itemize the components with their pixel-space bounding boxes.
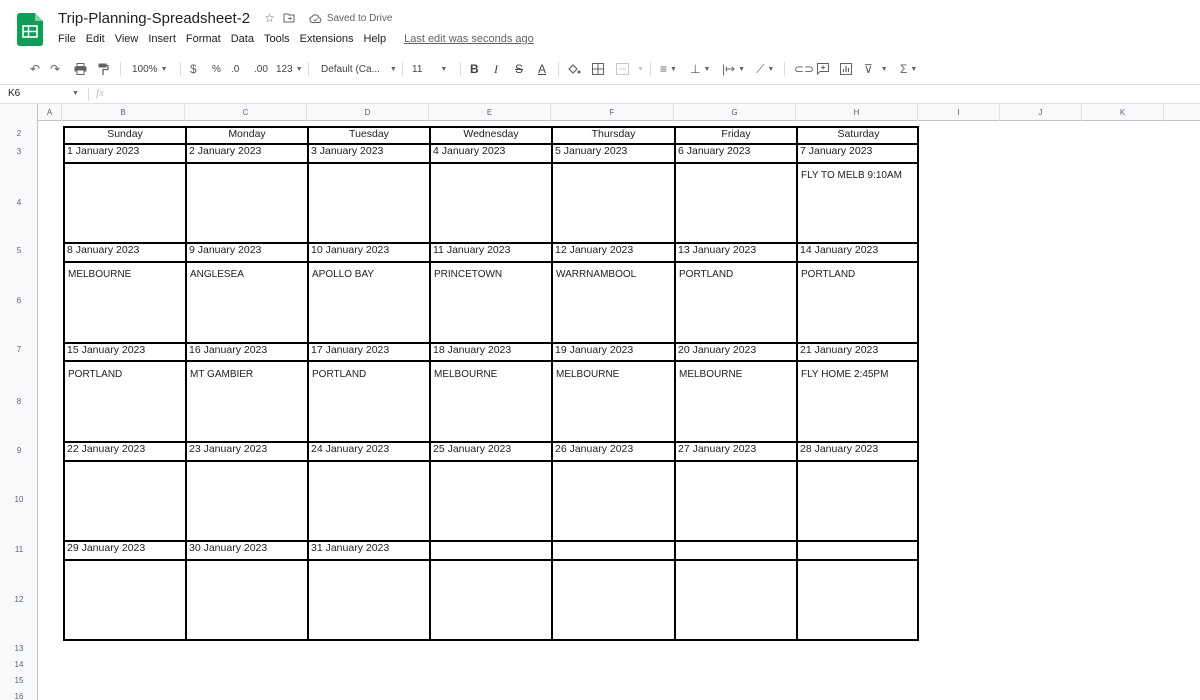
- text-wrapping-icon[interactable]: |↦ ▼: [722, 62, 746, 76]
- column-headers: [0, 104, 1200, 121]
- day-header-saturday[interactable]: Saturday: [837, 128, 880, 140]
- date-cell[interactable]: 23 January 2023: [189, 443, 268, 455]
- row-header-8[interactable]: 8: [16, 397, 22, 406]
- column-header-d[interactable]: D: [307, 104, 429, 121]
- destination-cell[interactable]: PRINCETOWN: [434, 269, 503, 280]
- menu-view[interactable]: View: [114, 33, 139, 45]
- destination-cell[interactable]: FLY HOME 2:45PM: [801, 369, 889, 380]
- font-size-value: 11: [412, 63, 423, 75]
- bold-button[interactable]: B: [470, 62, 479, 76]
- cloud-done-icon: [309, 14, 322, 23]
- chevron-down-icon: ▼: [440, 65, 448, 73]
- row-header-16[interactable]: 16: [14, 692, 24, 700]
- date-cell[interactable]: 20 January 2023: [678, 344, 757, 356]
- chevron-down-icon: ▼: [767, 65, 775, 73]
- chevron-down-icon: ▼: [880, 65, 888, 73]
- toolbar-divider: [180, 62, 181, 76]
- name-box[interactable]: K6: [8, 88, 21, 99]
- date-cell[interactable]: 13 January 2023: [678, 244, 757, 256]
- column-border: [185, 128, 187, 639]
- font-select[interactable]: [321, 56, 397, 82]
- date-cell[interactable]: 14 January 2023: [800, 244, 879, 256]
- date-cell[interactable]: 24 January 2023: [311, 443, 390, 455]
- date-cell[interactable]: 27 January 2023: [678, 443, 757, 455]
- chevron-down-icon: ▼: [160, 65, 168, 73]
- font-label: Default (Ca...: [321, 63, 380, 75]
- destination-cell[interactable]: ANGLESEA: [190, 269, 244, 280]
- column-header-h[interactable]: H: [796, 104, 918, 121]
- row-border: [65, 360, 917, 362]
- column-header-b[interactable]: B: [62, 104, 185, 121]
- row-header-13[interactable]: 13: [14, 644, 24, 653]
- strikethrough-button[interactable]: S: [515, 62, 524, 76]
- menu-data[interactable]: Data: [230, 33, 254, 45]
- font-size-select[interactable]: [412, 56, 447, 82]
- row-header-7[interactable]: 7: [16, 345, 22, 354]
- chevron-down-icon: ▼: [910, 65, 918, 73]
- paint-format-icon[interactable]: [98, 56, 109, 82]
- toolbar-divider: [460, 62, 461, 76]
- date-cell[interactable]: 16 January 2023: [189, 344, 268, 356]
- zoom-select[interactable]: [132, 56, 168, 82]
- date-cell[interactable]: 7 January 2023: [800, 145, 873, 157]
- destination-cell[interactable]: MELBOURNE: [68, 269, 132, 280]
- date-cell[interactable]: 4 January 2023: [433, 145, 506, 157]
- date-cell[interactable]: 9 January 2023: [189, 244, 262, 256]
- day-header-friday[interactable]: Friday: [721, 128, 751, 140]
- menu-edit[interactable]: Edit: [85, 33, 105, 45]
- destination-cell[interactable]: PORTLAND: [679, 269, 734, 280]
- number-format-label: 123: [276, 63, 293, 75]
- row-header-4[interactable]: 4: [16, 198, 22, 207]
- number-format-select[interactable]: [276, 56, 303, 82]
- insert-chart-icon[interactable]: [840, 56, 852, 82]
- fill-color-icon[interactable]: [567, 56, 581, 82]
- toolbar-divider: [120, 62, 121, 76]
- vertical-align-icon[interactable]: ⊥ ▼: [690, 62, 711, 76]
- insert-link-icon[interactable]: ⊂⊃: [794, 62, 815, 76]
- destination-cell[interactable]: FLY TO MELB 9:10AM: [801, 170, 902, 181]
- toolbar-divider: [650, 62, 651, 76]
- redo-icon[interactable]: ↷: [50, 62, 61, 76]
- date-cell[interactable]: 6 January 2023: [678, 145, 751, 157]
- menu-help[interactable]: Help: [363, 33, 387, 45]
- destination-cell[interactable]: PORTLAND: [68, 369, 123, 380]
- date-cell[interactable]: 25 January 2023: [433, 443, 512, 455]
- row-border: [65, 261, 917, 263]
- toolbar-divider: [402, 62, 403, 76]
- destination-cell[interactable]: MELBOURNE: [556, 369, 620, 380]
- date-cell[interactable]: 18 January 2023: [433, 344, 512, 356]
- formula-divider: [88, 88, 89, 101]
- date-cell[interactable]: 30 January 2023: [189, 542, 268, 554]
- column-header-k[interactable]: K: [1082, 104, 1164, 121]
- print-icon[interactable]: [74, 56, 87, 82]
- menu-extensions[interactable]: Extensions: [299, 33, 354, 45]
- date-cell[interactable]: 31 January 2023: [311, 542, 390, 554]
- date-cell[interactable]: 3 January 2023: [311, 145, 384, 157]
- column-border: [551, 128, 553, 639]
- saved-status-label: Saved to Drive: [326, 12, 393, 24]
- row-header-3[interactable]: 3: [16, 147, 22, 156]
- row-header-2[interactable]: 2: [16, 129, 22, 138]
- destination-cell[interactable]: WARRNAMBOOL: [556, 269, 637, 280]
- date-cell[interactable]: 21 January 2023: [800, 344, 879, 356]
- date-cell[interactable]: 12 January 2023: [555, 244, 634, 256]
- document-title[interactable]: Trip-Planning-Spreadsheet-2: [58, 9, 251, 27]
- day-header-tuesday[interactable]: Tuesday: [349, 128, 389, 140]
- insert-comment-icon[interactable]: [817, 56, 829, 82]
- decrease-decimal-button[interactable]: .0: [231, 63, 240, 75]
- row-border: [65, 460, 917, 462]
- sheets-logo-icon[interactable]: [17, 13, 43, 46]
- day-header-thursday[interactable]: Thursday: [591, 128, 636, 140]
- menu-format[interactable]: Format: [185, 33, 221, 45]
- column-border: [307, 128, 309, 639]
- row-header-12[interactable]: 12: [14, 595, 24, 604]
- saved-status[interactable]: [309, 13, 393, 24]
- date-cell[interactable]: 17 January 2023: [311, 344, 390, 356]
- destination-cell[interactable]: APOLLO BAY: [312, 269, 375, 280]
- destination-cell[interactable]: PORTLAND: [312, 369, 367, 380]
- currency-button[interactable]: $: [190, 62, 197, 76]
- functions-icon[interactable]: Σ ▼: [900, 62, 918, 76]
- row-header-14[interactable]: 14: [14, 660, 24, 669]
- day-header-sunday[interactable]: Sunday: [107, 128, 143, 140]
- row-header-10[interactable]: 10: [14, 495, 24, 504]
- date-cell[interactable]: 29 January 2023: [67, 542, 146, 554]
- row-header-9[interactable]: 9: [16, 446, 22, 455]
- column-header-j[interactable]: J: [1000, 104, 1082, 121]
- trip-calendar: [63, 126, 919, 641]
- row-headers: [0, 121, 38, 700]
- column-header-a[interactable]: A: [38, 104, 62, 121]
- date-cell[interactable]: 22 January 2023: [67, 443, 146, 455]
- column-header-g[interactable]: G: [674, 104, 796, 121]
- column-header-e[interactable]: E: [429, 104, 551, 121]
- row-header-5[interactable]: 5: [16, 246, 22, 255]
- destination-cell[interactable]: MELBOURNE: [434, 369, 498, 380]
- text-rotation-icon[interactable]: ⟋ ▼: [756, 61, 775, 76]
- undo-icon[interactable]: ↶: [30, 62, 41, 76]
- date-cell[interactable]: 11 January 2023: [433, 244, 511, 256]
- chevron-down-icon: ▼: [389, 65, 397, 73]
- column-border: [674, 128, 676, 639]
- destination-cell[interactable]: MELBOURNE: [679, 369, 743, 380]
- row-border: [65, 162, 917, 164]
- increase-decimal-button[interactable]: .00: [254, 63, 268, 75]
- percent-button[interactable]: %: [212, 63, 221, 75]
- date-cell[interactable]: 26 January 2023: [555, 443, 634, 455]
- select-all-corner[interactable]: [0, 104, 38, 121]
- move-folder-icon[interactable]: [283, 13, 295, 23]
- formula-bar: [0, 84, 1200, 104]
- destination-cell[interactable]: MT GAMBIER: [190, 369, 254, 380]
- star-icon[interactable]: ☆: [264, 11, 275, 25]
- day-header-wednesday[interactable]: Wednesday: [463, 128, 519, 140]
- destination-cell[interactable]: PORTLAND: [801, 269, 856, 280]
- day-header-monday[interactable]: Monday: [228, 128, 266, 140]
- date-cell[interactable]: 19 January 2023: [555, 344, 634, 356]
- menu-tools[interactable]: Tools: [263, 33, 290, 45]
- date-cell[interactable]: 2 January 2023: [189, 145, 262, 157]
- filter-icon[interactable]: ⊽ ▼: [864, 62, 888, 76]
- menu-bar: [58, 31, 534, 47]
- toolbar-divider: [784, 62, 785, 76]
- column-header-f[interactable]: F: [551, 104, 674, 121]
- borders-icon[interactable]: [592, 56, 604, 82]
- merge-cells-icon[interactable]: ▼: [616, 56, 644, 82]
- chevron-down-icon: ▼: [738, 65, 746, 73]
- toolbar-divider: [558, 62, 559, 76]
- chevron-down-icon: ▼: [703, 65, 711, 73]
- column-border: [796, 128, 798, 639]
- menu-insert[interactable]: Insert: [148, 33, 176, 45]
- chevron-down-icon: ▼: [295, 65, 303, 73]
- chevron-down-icon: ▼: [670, 65, 677, 73]
- date-cell[interactable]: 1 January 2023: [67, 145, 140, 157]
- column-header-i[interactable]: I: [918, 104, 1000, 121]
- row-header-6[interactable]: 6: [16, 296, 22, 305]
- date-cell[interactable]: 10 January 2023: [311, 244, 390, 256]
- menu-file[interactable]: File: [58, 33, 76, 45]
- date-cell[interactable]: 15 January 2023: [67, 344, 146, 356]
- date-cell[interactable]: 8 January 2023: [67, 244, 140, 256]
- row-header-11[interactable]: 11: [14, 545, 24, 554]
- column-border: [429, 128, 431, 639]
- text-color-button[interactable]: A: [538, 62, 547, 76]
- zoom-value: 100%: [132, 63, 158, 75]
- fx-icon: fx: [96, 87, 104, 99]
- row-header-15[interactable]: 15: [14, 676, 24, 685]
- date-cell[interactable]: 28 January 2023: [800, 443, 879, 455]
- horizontal-align-icon[interactable]: ≡ ▼: [660, 62, 677, 76]
- column-header-c[interactable]: C: [185, 104, 307, 121]
- toolbar-divider: [308, 62, 309, 76]
- last-edit-link[interactable]: Last edit was seconds ago: [404, 33, 534, 45]
- italic-button[interactable]: I: [494, 61, 498, 76]
- date-cell[interactable]: 5 January 2023: [555, 145, 628, 157]
- chevron-down-icon[interactable]: ▼: [72, 90, 79, 97]
- row-border: [65, 559, 917, 561]
